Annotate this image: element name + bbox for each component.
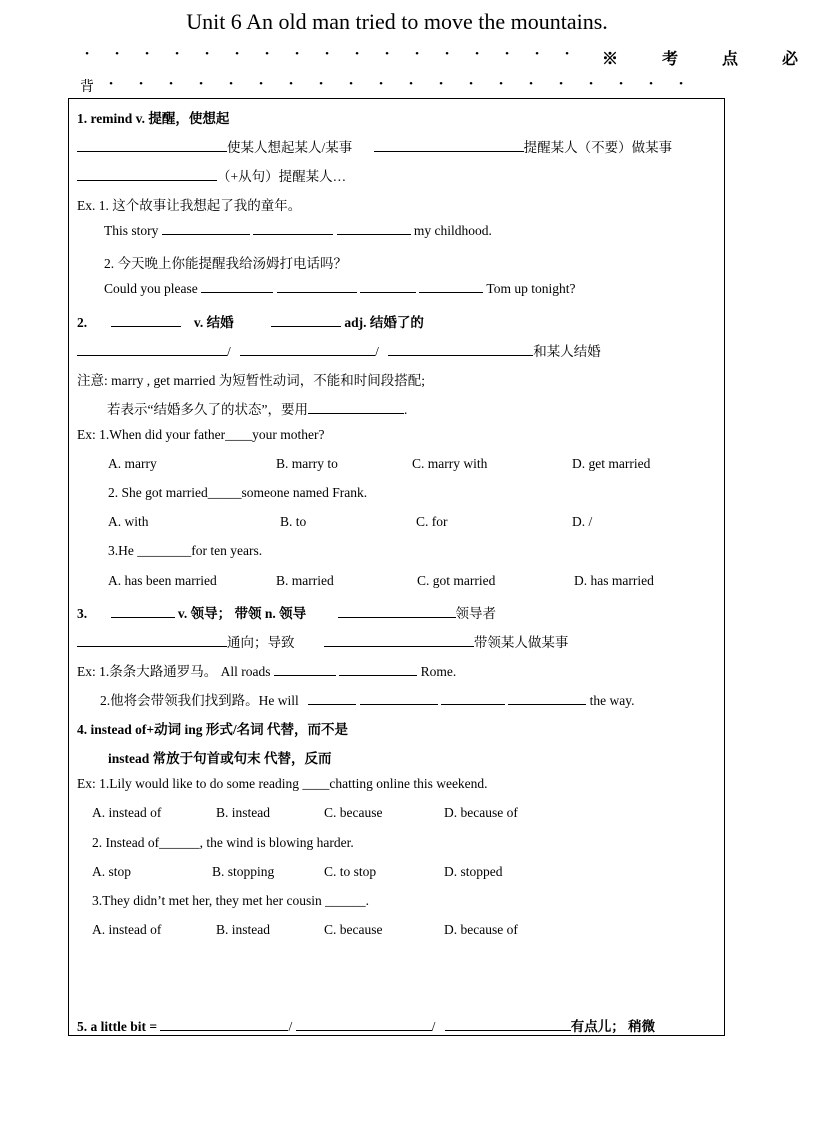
s3-ex1: Ex: 1.条条大路通罗马。 All roads Rome. [77, 664, 457, 679]
s1-ex1-en: This story my childhood. [104, 223, 492, 238]
s4-q2-opt-d: D. stopped [444, 864, 503, 879]
s4-q3-opt-a: A. instead of [92, 922, 162, 937]
s4-q1-opt-c: C. because [324, 805, 383, 820]
s3-line2: 通向；导致 带领某人做某事 [77, 631, 568, 651]
dot-separator-2: • • • • • • • • • • • • • • • • • • • • [109, 78, 683, 90]
s4-q1-opt-b: B. instead [216, 805, 270, 820]
s4-q3-opt-c: C. because [324, 922, 383, 937]
s4-q2-opt-a: A. stop [92, 864, 132, 879]
s2-q1-opt-d: D. get married [572, 456, 651, 471]
dot-separator: • • • • • • • • • • • • • • • • • [85, 48, 569, 60]
s2-q3-opt-a: A. has been married [108, 573, 217, 588]
s1-line2: （+从句）提醒某人… [77, 165, 346, 185]
s1-line1: 使某人想起某人/某事 提醒某人（不要）做某事 [77, 136, 672, 156]
s4-q1-opt-a: A. instead of [92, 805, 162, 820]
section-2-heading: 2. v. 结婚 adj. 结婚了的 [77, 315, 424, 330]
s2-q1-opt-a: A. marry [108, 456, 157, 471]
s2-q3: 3.He ________for ten years. [108, 543, 263, 558]
s4-q1: Ex: 1.Lily would like to do some reading ____chatting online this weekend. [77, 776, 488, 791]
s3-ex2: 2.他将会带领我们找到路。He will the way. [100, 693, 635, 708]
s2-q3-opt-d: D. has married [574, 573, 654, 588]
s4-q3: 3.They didn’t met her, they met her cousin ______. [92, 893, 370, 908]
s2-q2-opt-c: C. for [416, 514, 448, 529]
s4-q1-opt-d: D. because of [444, 805, 518, 820]
page-title: Unit 6 An old man tried to move the mountains. [186, 9, 608, 34]
s4-q2: 2. Instead of______, the wind is blowing harder. [92, 835, 354, 850]
s2-q2-opt-b: B. to [280, 514, 307, 529]
s2-q3-opt-c: C. got married [417, 573, 496, 588]
section-4-heading: 4. instead of+动词 ing 形式/名词 代替，而不是 [77, 722, 348, 737]
s2-q2-opt-d: D. / [572, 514, 593, 529]
s4-q3-opt-b: B. instead [216, 922, 270, 937]
s1-ex1-cn: Ex. 1. 这个故事让我想起了我的童年。 [77, 198, 302, 213]
s2-q1: Ex: 1.When did your father____your mother? [77, 427, 325, 442]
key-points-mark: ※ 考 点 必 [602, 51, 818, 68]
key-points-mark-end: 背 [80, 80, 94, 95]
s2-q2: 2. She got married_____someone named Frank. [108, 485, 368, 500]
s2-note2: 若表示“结婚多久了的状态”，要用 . [107, 402, 408, 417]
s2-q3-opt-b: B. married [276, 573, 334, 588]
s4-q2-opt-c: C. to stop [324, 864, 377, 879]
s4-q2-opt-b: B. stopping [212, 864, 275, 879]
s1-ex2-cn: 2. 今天晚上你能提醒我给汤姆打电话吗？ [104, 256, 347, 271]
section-5: 5. a little bit = / / 有点儿； 稍微 [77, 1019, 656, 1034]
s2-note1: 注意: marry , get married 为短暂性动词，不能和时间段搭配; [77, 373, 425, 388]
s2-line1: / / 和某人结婚 [77, 340, 601, 360]
s1-ex2-en: Could you please Tom up tonight? [104, 281, 576, 296]
s2-q1-opt-c: C. marry with [412, 456, 488, 471]
s2-q1-opt-b: B. marry to [276, 456, 338, 471]
section-4-heading2: instead 常放于句首或句末 代替，反而 [108, 751, 332, 766]
s4-q3-opt-d: D. because of [444, 922, 518, 937]
s2-q2-opt-a: A. with [108, 514, 149, 529]
section-1-heading: 1. remind v. 提醒，使想起 [77, 111, 230, 126]
section-3-heading: 3. v. 领导； 带领 n. 领导 领导者 [77, 606, 497, 621]
